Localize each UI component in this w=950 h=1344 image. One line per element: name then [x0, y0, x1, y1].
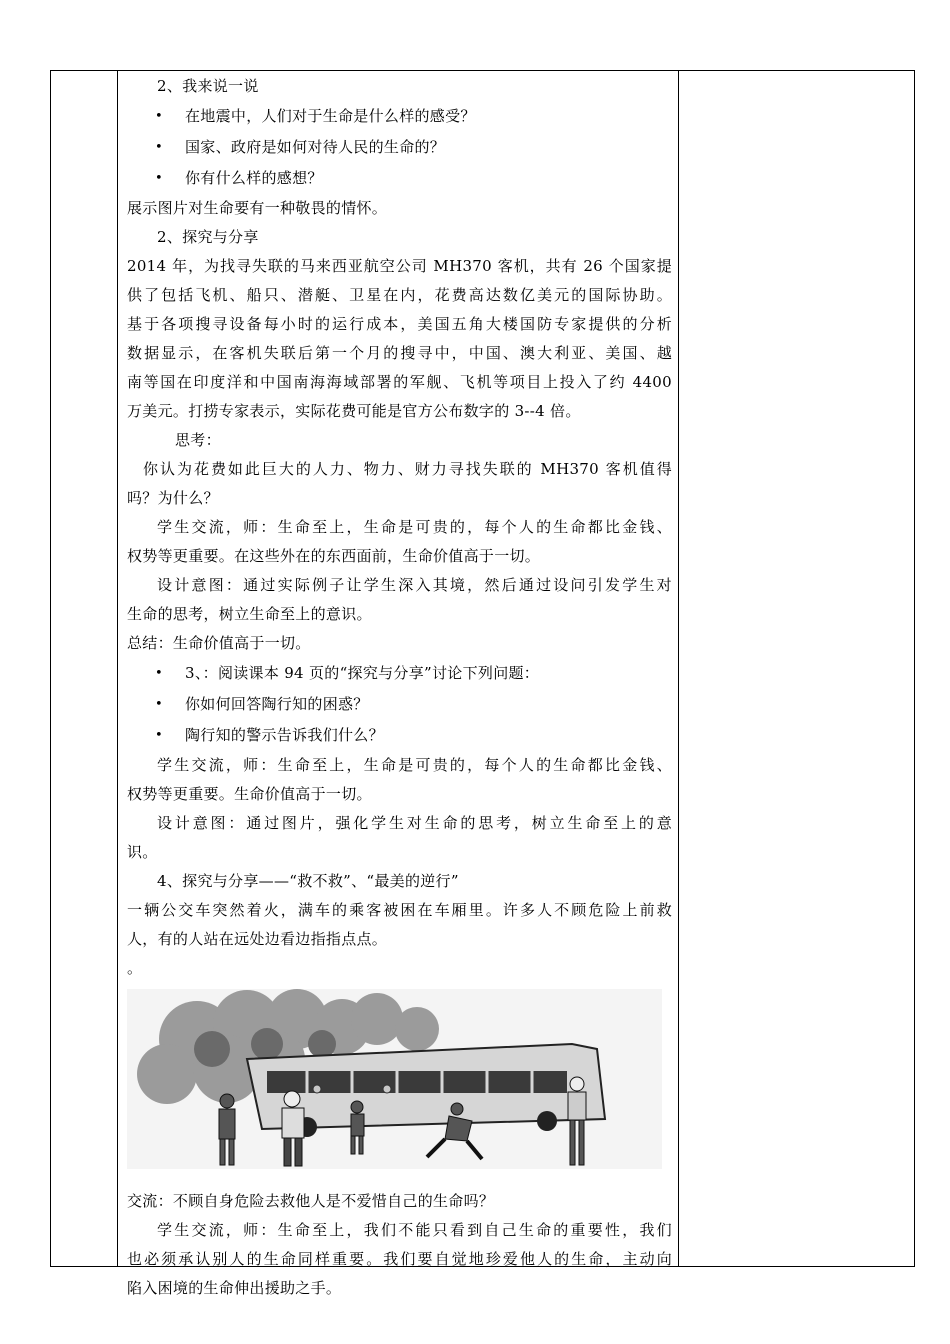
paragraph-line: 识。	[127, 843, 158, 861]
paragraph-line: 人，有的人站在远处边看边指指点点。	[127, 930, 388, 948]
paragraph-line: 。	[127, 959, 143, 977]
lesson-content	[127, 72, 672, 1303]
paragraph-line: 交流：不顾自身危险去救他人是不爱惜自己的生命吗？	[127, 1192, 495, 1210]
paragraph-line: 数据显示，在客机失联后第一个月的搜寻中，中国、澳大利亚、美国、越	[127, 344, 672, 362]
paragraph-line: 陷入困境的生命伸出援助之手。	[127, 1279, 342, 1297]
paragraph-line: 也必须承认别人的生命同样重要。我们要自觉地珍爱他人的生命，主动向	[127, 1250, 672, 1268]
table-column-divider	[117, 71, 118, 1266]
section-heading: 2、我来说一说	[157, 77, 259, 95]
paragraph: 展示图片对生命要有一种敬畏的情怀。	[127, 199, 388, 217]
paragraph-line: 学生交流，师：生命至上，生命是可贵的，每个人的生命都比金钱、	[157, 518, 672, 536]
bullet-icon: •	[155, 140, 163, 155]
list-item: • 国家、政府是如何对待人民的生命的？	[127, 132, 672, 163]
paragraph-line: 你认为花费如此巨大的人力、物力、财力寻找失联的 MH370 客机值得	[143, 460, 672, 478]
paragraph-line: 万美元。打捞专家表示，实际花费可能是官方公布数字的 3--4 倍。	[127, 402, 581, 420]
paragraph-line: 权势等更重要。生命价值高于一切。	[127, 785, 372, 803]
section-heading: 4、探究与分享——“救不救”、“最美的逆行”	[157, 872, 459, 890]
bullet-icon: •	[155, 697, 163, 712]
list-item: • 3、：阅读课本 94 页的“探究与分享”讨论下列问题：	[127, 658, 672, 689]
summary-line: 总结：生命价值高于一切。	[127, 634, 311, 652]
bullet-icon: •	[155, 666, 163, 681]
paragraph-line: 生命的思考，树立生命至上的意识。	[127, 605, 372, 623]
burning-bus-illustration	[127, 989, 662, 1169]
paragraph-line: 吗？为什么？	[127, 489, 219, 507]
list-item: • 你如何回答陶行知的困惑？	[127, 689, 672, 720]
bullet-icon: •	[155, 728, 163, 743]
think-heading: 思考：	[175, 431, 221, 449]
bullet-icon: •	[155, 171, 163, 186]
list-item: • 陶行知的警示告诉我们什么？	[127, 720, 672, 751]
paragraph-line: 学生交流，师：生命至上，我们不能只看到自己生命的重要性，我们	[157, 1221, 672, 1239]
list-item: • 在地震中，人们对于生命是什么样的感受？	[127, 101, 672, 132]
paragraph-line: 南等国在印度洋和中国南海海域部署的军舰、飞机等项目上投入了约 4400	[127, 373, 672, 391]
paragraph-line: 权势等更重要。在这些外在的东西面前，生命价值高于一切。	[127, 547, 541, 565]
list-item: • 你有什么样的感想？	[127, 163, 672, 194]
paragraph-line: 设计意图：通过图片，强化学生对生命的思考，树立生命至上的意	[157, 814, 672, 832]
bullet-icon: •	[155, 109, 163, 124]
paragraph-line: 学生交流，师：生命至上，生命是可贵的，每个人的生命都比金钱、	[157, 756, 672, 774]
paragraph-line: 设计意图：通过实际例子让学生深入其境，然后通过设问引发学生对	[157, 576, 672, 594]
table-column-divider	[678, 71, 679, 1266]
paragraph-line: 2014 年，为找寻失联的马来西亚航空公司 MH370 客机，共有 26 个国家提	[127, 257, 672, 275]
paragraph-line: 一辆公交车突然着火，满车的乘客被困在车厢里。许多人不顾危险上前救	[127, 901, 672, 919]
paragraph-line: 基于各项搜寻设备每小时的运行成本，美国五角大楼国防专家提供的分析	[127, 315, 672, 333]
paragraph-line: 供了包括飞机、船只、潜艇、卫星在内，花费高达数亿美元的国际协助。	[127, 286, 672, 304]
section-heading: 2、探究与分享	[157, 228, 259, 246]
